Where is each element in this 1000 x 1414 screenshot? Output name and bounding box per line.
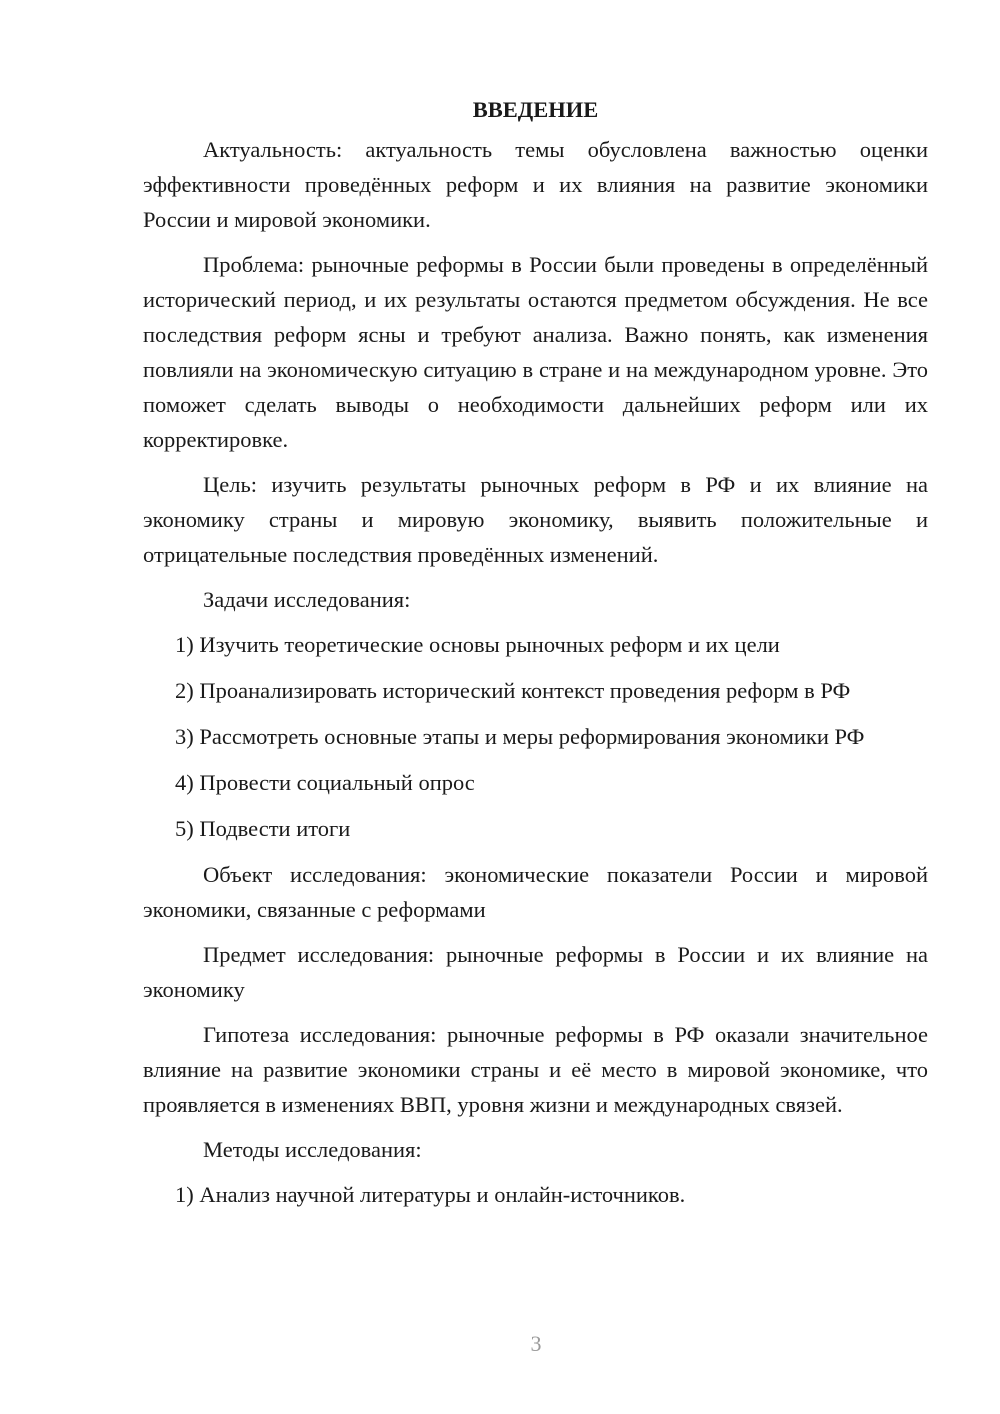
hypothesis-paragraph: Гипотеза исследования: рыночные реформы в РФ оказали значительное влияние на развитие экономики страны и её место в мировой экономике, что проявляется в изменениях ВВП, уровня жизни и международных связей. — [143, 1022, 928, 1117]
object-paragraph: Объект исследования: экономические показатели России и мировой экономики, связанные с реформами — [143, 862, 928, 922]
task-item: 5) Подвести итоги — [175, 816, 351, 841]
relevance-paragraph: Актуальность: актуальность темы обусловлена важностью оценки эффективности проведённых реформ и их влияния на развитие экономики России и мировой экономики. — [143, 137, 928, 232]
task-item: 4) Провести социальный опрос — [175, 770, 475, 795]
subject-paragraph: Предмет исследования: рыночные реформы в России и их влияние на экономику — [143, 942, 928, 1002]
task-item: 2) Проанализировать исторический контекст проведения реформ в РФ — [175, 678, 851, 703]
task-item: 3) Рассмотреть основные этапы и меры реформирования экономики РФ — [175, 724, 865, 749]
goal-paragraph: Цель: изучить результаты рыночных реформ в РФ и их влияние на экономику страны и мировую экономику, выявить положительные и отрицательные последствия проведённых изменений. — [143, 472, 928, 567]
page-title: ВВЕДЕНИЕ — [472, 97, 599, 122]
tasks-heading: Задачи исследования: — [203, 587, 411, 612]
page-number: 3 — [530, 1331, 542, 1356]
methods-heading: Методы исследования: — [203, 1137, 422, 1162]
task-item: 1) Изучить теоретические основы рыночных реформ и их цели — [175, 632, 780, 657]
document-body — [143, 92, 928, 1223]
problem-paragraph: Проблема: рыночные реформы в России были проведены в определённый исторический период, и их результаты остаются предметом обсуждения. Не все последствия реформ ясны и требуют анализа. Важно понять, как изменения повлияли на экономическую ситуацию в стране и на международном уровне. Это поможет сделать выводы о необходимости дальнейших реформ или их корректировке. — [143, 252, 928, 452]
method-item: 1) Анализ научной литературы и онлайн-источников. — [175, 1182, 686, 1207]
